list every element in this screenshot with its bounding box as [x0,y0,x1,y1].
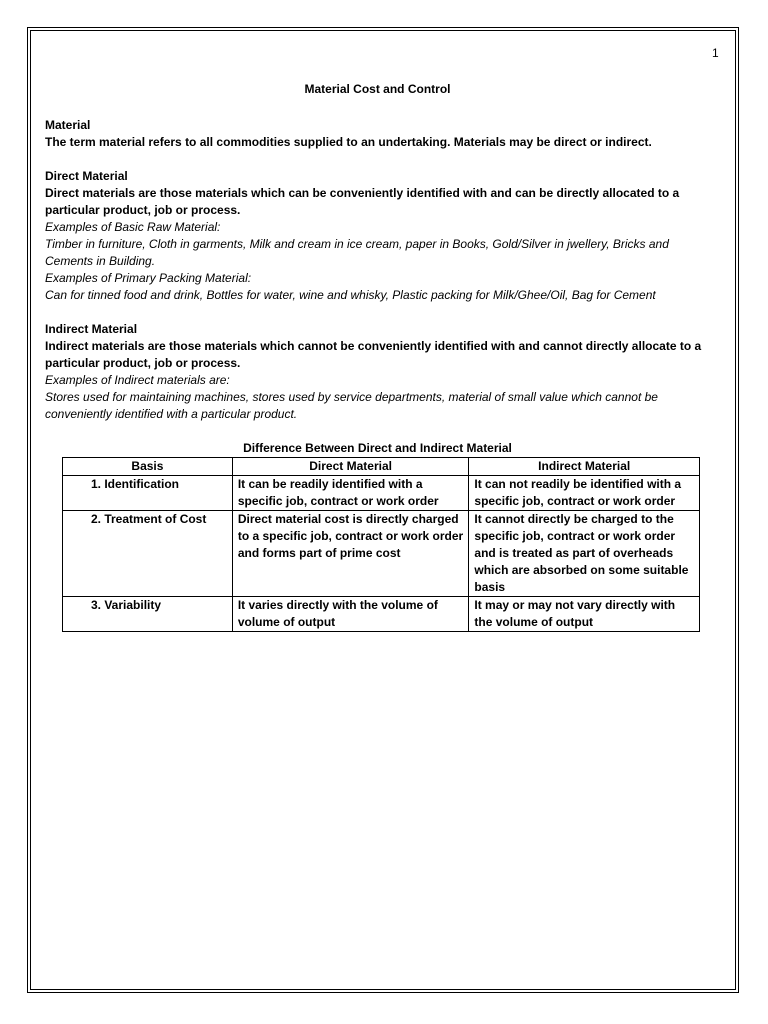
direct-definition: Direct materials are those materials which can be conveniently identified with and can be directly allocated to a particular product, job or process. [45,186,680,217]
section-material [45,117,710,151]
indirect-definition: Indirect materials are those materials which cannot be conveniently identified with and cannot directly allocate to a particular product, job or process. [45,339,702,370]
table-cell-basis: 2. Treatment of Cost [63,511,233,597]
page-number: 1 [712,46,719,60]
indirect-examples: Stores used for maintaining machines, stores used by service departments, material of small value which cannot be conveniently identified with a particular product. [45,390,658,421]
table-cell-direct: It varies directly with the volume of volume of output [232,597,469,632]
table-cell-direct: It can be readily identified with a specific job, contract or work order [232,476,469,511]
table-header-cell: Basis [63,458,233,476]
table-header-row [63,458,700,476]
raw-material-examples: Timber in furniture, Cloth in garments, Milk and cream in ice cream, paper in Books, Gold/Silver in jwellery, Bricks and Cements in Building. [45,237,669,268]
document-body [45,81,710,632]
document-title: Material Cost and Control [304,82,451,96]
table-cell-direct: Direct material cost is directly charged to a specific job, contract or work order and forms part of prime cost [232,511,469,597]
section-indirect-material [45,321,710,423]
table-header-cell: Indirect Material [469,458,700,476]
section-heading-direct: Direct Material [45,169,128,183]
packing-material-examples: Can for tinned food and drink, Bottles for water, wine and whisky, Plastic packing for Milk/Ghee/Oil, Bag for Cement [45,288,656,302]
table-row [63,476,700,511]
section-heading-material: Material [45,118,91,132]
table-cell-indirect: It cannot directly be charged to the specific job, contract or work order and is treated as part of overheads which are absorbed on some suitable basis [469,511,700,597]
material-definition: The term material refers to all commodities supplied to an undertaking. Materials may be direct or indirect. [45,135,652,149]
table-cell-basis: 1. Identification [63,476,233,511]
indirect-examples-label: Examples of Indirect materials are: [45,373,230,387]
table-title: Difference Between Direct and Indirect Material [243,441,512,455]
raw-material-label: Examples of Basic Raw Material: [45,220,221,234]
packing-material-label: Examples of Primary Packing Material: [45,271,252,285]
table-row [63,511,700,597]
section-direct-material [45,168,710,304]
table-cell-basis: 3. Variability [63,597,233,632]
table-header-cell: Direct Material [232,458,469,476]
table-cell-indirect: It may or may not vary directly with the volume of output [469,597,700,632]
difference-table [62,457,700,632]
section-heading-indirect: Indirect Material [45,322,138,336]
table-row [63,597,700,632]
table-cell-indirect: It can not readily be identified with a specific job, contract or work order [469,476,700,511]
